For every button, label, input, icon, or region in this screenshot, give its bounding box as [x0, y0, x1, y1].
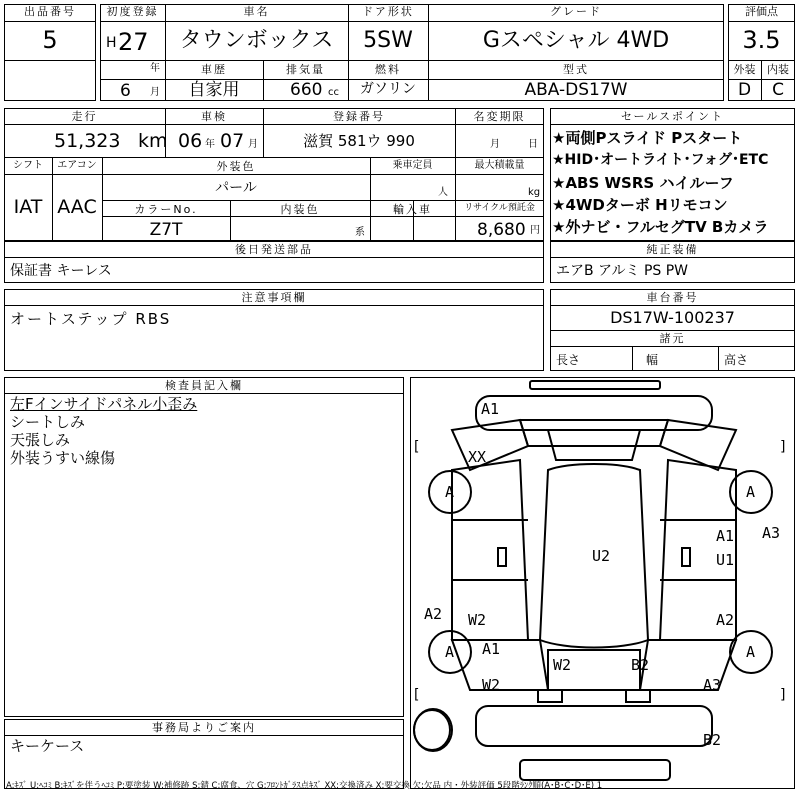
damage-mark: A3 [703, 676, 722, 694]
damage-mark: A [445, 483, 455, 501]
first-reg-year: 27 [118, 28, 149, 56]
int-color-unit: 系 [355, 227, 365, 238]
model-code-label: 型式 [563, 63, 589, 76]
name-change-label: 名変期限 [473, 110, 526, 123]
import-label: 輸入車 [393, 203, 432, 216]
damage-mark: U2 [592, 547, 611, 565]
fuel: ガソリン [360, 81, 416, 97]
inspection-year-unit: 年 [205, 139, 215, 150]
displacement-unit: cc [328, 87, 339, 98]
inspection-month-unit: 月 [248, 139, 258, 150]
dims-length: 長さ [556, 353, 581, 367]
dims-width: 幅 [646, 353, 659, 367]
recycle-unit: 円 [530, 225, 540, 236]
year-unit: 年 [150, 63, 160, 74]
damage-mark: B2 [631, 656, 650, 674]
load-unit: kg [528, 187, 541, 198]
damage-mark: A [445, 643, 455, 661]
inspection-year: 06 [178, 130, 203, 152]
bracket-right: ] [780, 687, 786, 703]
equipment-value: エアB アルミ PS PW [556, 263, 689, 279]
month-unit: 月 [150, 87, 160, 98]
interior-grade: C [772, 80, 784, 100]
fuel-label: 燃料 [375, 63, 401, 76]
damage-mark: A [746, 643, 756, 661]
car-diagram-box [410, 377, 795, 789]
damage-mark: W2 [553, 656, 572, 674]
score: 3.5 [742, 26, 781, 54]
sales-point-item: ★4WDターボ Hリモコン [552, 196, 728, 214]
chassis-label: 車台番号 [646, 291, 699, 304]
exterior-label: 外装 [733, 63, 756, 76]
bracket-left: [ [414, 439, 420, 455]
color-no: Z7T [149, 220, 183, 240]
car-name: タウンボックス [179, 28, 334, 53]
load-label: 最大積載量 [474, 160, 525, 171]
later-parts-value: 保証書 キーレス [10, 263, 112, 279]
inspection-label: 車検 [201, 110, 227, 123]
bracket-right: ] [780, 439, 786, 455]
equipment-label: 純正装備 [646, 243, 699, 256]
model-code: ABA-DS17W [524, 80, 628, 100]
plate: 滋賀 581ウ 990 [303, 132, 415, 150]
grade: Gスペシャル 4WD [482, 28, 670, 53]
damage-mark: U1 [716, 551, 735, 569]
damage-mark: A1 [482, 640, 501, 658]
history-label: 車歴 [201, 63, 227, 76]
inspector-line: 左Fインサイドパネル小歪み [10, 395, 198, 413]
sales-point-item: ★両側Pスライド Pスタート [552, 129, 743, 147]
inspection-month: 07 [220, 130, 245, 152]
displacement: 660 [290, 80, 323, 100]
sales-point-item: ★ABS WSRS ハイルーフ [552, 174, 734, 192]
spare-tire [413, 708, 453, 752]
dims-height: 高さ [724, 353, 749, 367]
sales-point-item: ★HID･オートライト･フォグ･ETC [552, 152, 769, 168]
inspector-label: 検査員記入欄 [165, 379, 243, 392]
recycle: 8,680 [477, 220, 526, 240]
sales-point-item: ★外ナビ・フルセグTV Bカメラ [552, 218, 769, 236]
damage-mark: B2 [703, 731, 722, 749]
name-change-day: 日 [528, 139, 538, 150]
later-parts-label: 後日発送部品 [235, 243, 313, 256]
displacement-label: 排気量 [286, 63, 325, 76]
plate-label: 登録番号 [333, 110, 385, 123]
ac: AAC [57, 196, 97, 218]
door: 5SW [363, 28, 413, 53]
exterior-grade: D [737, 80, 752, 100]
sales-points-label: セールスポイント [620, 110, 724, 123]
lot-no: 5 [42, 26, 58, 54]
damage-mark: W2 [482, 676, 501, 694]
inspector-line: シートしみ [10, 413, 86, 431]
recycle-label: リサイクル預託金 [464, 203, 535, 213]
damage-mark: XX [468, 448, 487, 466]
legend-text: A:ｷｽﾞ U:ﾍｺﾐ B:ｷｽﾞを伴うﾍｺﾐ P:要塗装 W:補修跡 S:錆 C:腐食、穴 G:ﾌﾛﾝﾄｶﾞﾗｽ点ｷｽﾞ XX:交換済み X:要交換 欠:欠品 内・外装評価 5段階ﾗﾝｸ順(A･B･C･D･E) 1 [6, 781, 603, 791]
era: H [106, 35, 117, 51]
damage-mark: A1 [481, 400, 500, 418]
mileage-label: 走行 [71, 110, 98, 123]
first-reg-label: 初度登録 [106, 5, 159, 18]
lot-no-label: 出品番号 [24, 5, 76, 18]
shift: IAT [13, 196, 43, 218]
damage-mark: A2 [716, 611, 735, 629]
damage-mark: A2 [424, 605, 443, 623]
notes-label: 注意事項欄 [241, 291, 307, 304]
color-no-label: カラーNo. [134, 203, 198, 216]
shift-label: シフト [13, 160, 43, 171]
mileage: 51,323 [54, 130, 121, 152]
notes-value: オートステップ RBS [10, 310, 172, 328]
office-value: キーケース [10, 737, 85, 755]
ext-color-label: 外装色 [216, 160, 256, 173]
damage-mark: A3 [762, 524, 781, 542]
damage-mark: A [746, 483, 756, 501]
door-label: ドア形状 [362, 5, 414, 18]
car-name-label: 車名 [243, 5, 270, 18]
capacity-unit: 人 [438, 187, 448, 198]
capacity-label: 乗車定員 [392, 160, 433, 171]
inspector-line: 外装うすい線傷 [10, 449, 116, 467]
inspector-line: 天張しみ [10, 431, 71, 449]
score-label: 評価点 [745, 5, 778, 18]
grade-label: グレード [550, 5, 602, 18]
history: 自家用 [188, 80, 240, 100]
dims-label: 諸元 [659, 332, 686, 345]
first-reg-month: 6 [120, 81, 131, 101]
interior-label: 内装 [767, 63, 789, 76]
damage-mark: W2 [468, 611, 487, 629]
bracket-left: [ [414, 687, 420, 703]
ac-label: エアコン [57, 160, 97, 171]
chassis-value: DS17W-100237 [610, 308, 735, 327]
office-label: 事務局よりご案内 [152, 721, 256, 734]
name-change-month: 月 [490, 139, 500, 150]
mileage-unit: km [138, 130, 168, 152]
damage-mark: A1 [716, 527, 735, 545]
int-color-label: 内装色 [280, 203, 320, 216]
ext-color: パール [215, 180, 257, 196]
